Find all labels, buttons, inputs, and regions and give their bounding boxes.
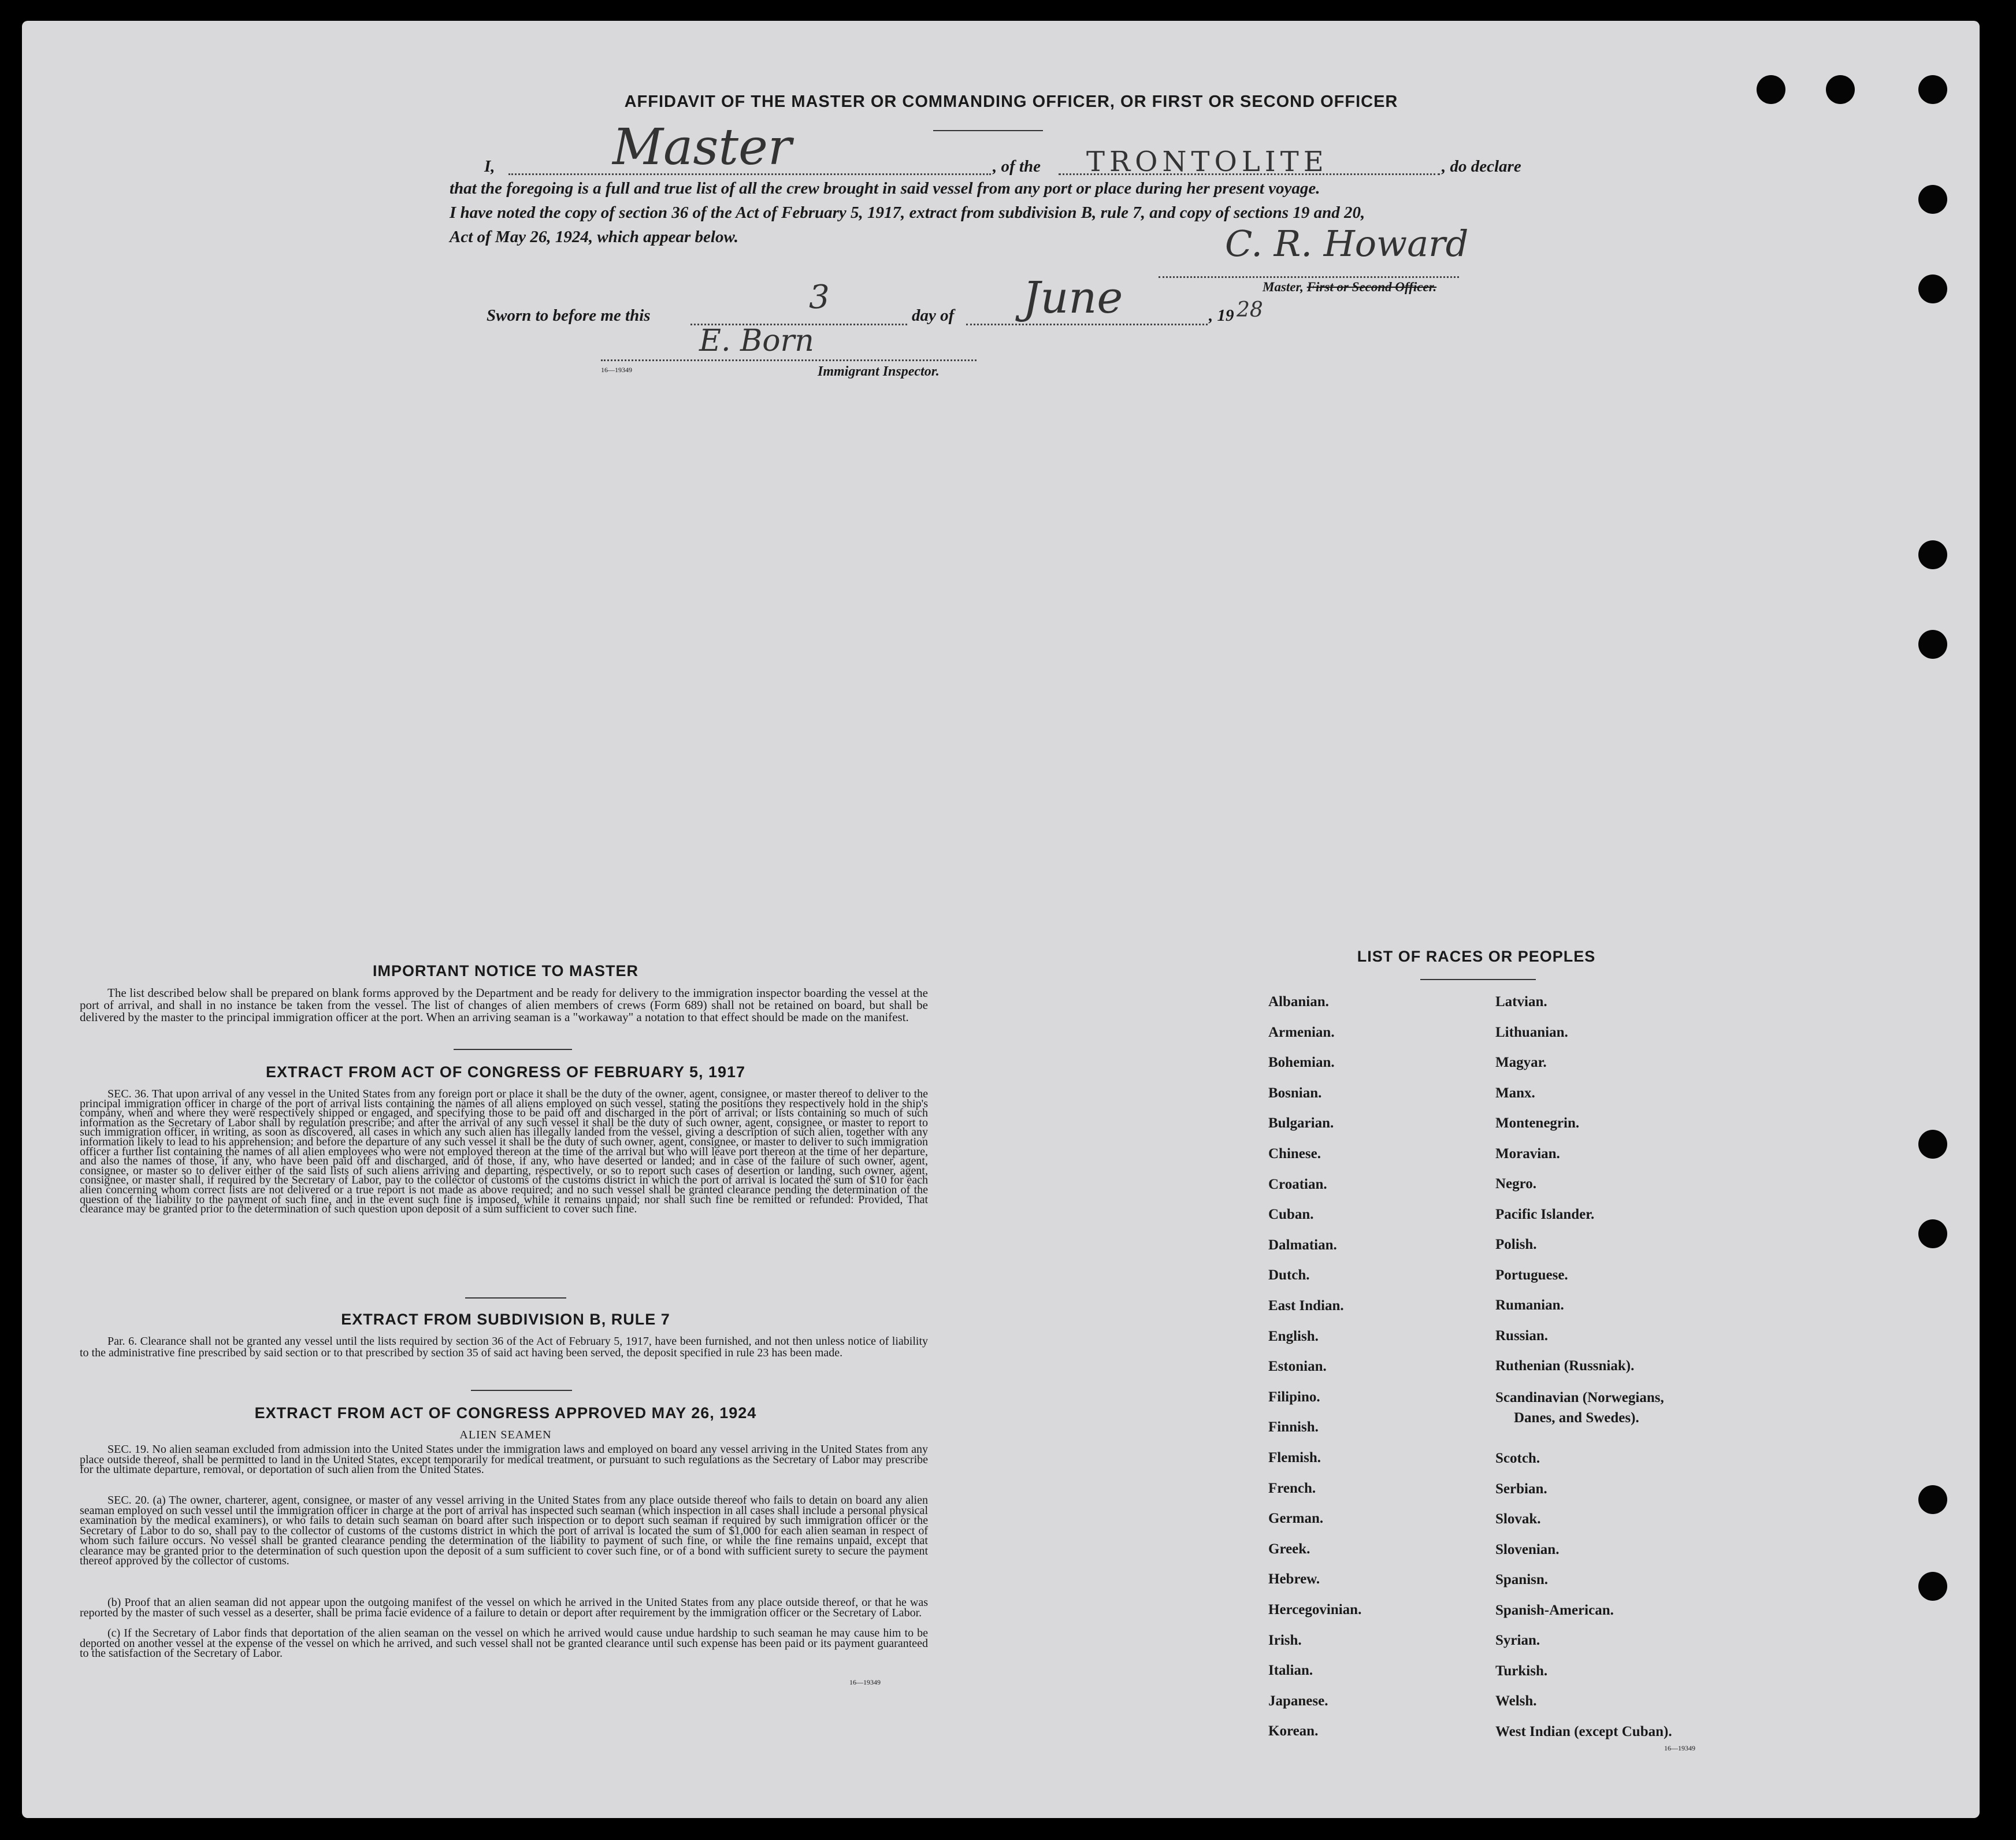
race-item: Bosnian. (1268, 1085, 1322, 1101)
name-field-value: Master (612, 118, 792, 176)
races-title: LIST OF RACES OR PEOPLES (1357, 948, 1596, 965)
race-item: Greek. (1268, 1541, 1310, 1557)
affidavit-line-2: that the foregoing is a full and true list of all the crew brought in said vessel from any port or place during her present voyage. (450, 179, 1320, 198)
title-divider (933, 130, 1043, 131)
sec20b-body: (b) Proof that an alien seaman did not appear upon the outgoing manifest of the vessel on which he arrived in the United States from any place outside thereof, or that he was reported by the master of such vessel as a deserter, shall be prima facie evidence of a failure to detain or deport after requirement by the immigration officer or the Secretary of Labor. (80, 1596, 928, 1619)
race-item: Spanish-American. (1495, 1602, 1614, 1618)
sworn-label: Sworn to before me this (487, 306, 651, 325)
inspector-signature: E. Born (699, 324, 814, 358)
notice-body: The list described below shall be prepared on blank forms approved by the Department and be ready for delivery to the immigration inspector boarding the vessel at the port of arrival, and shall in no instance be taken from the vessel. The list of changes of alien members of crews (Form 689) shall not be retained on board, but shall be delivered by the master to the principal immigration officer at the port. When an arriving seaman is a "workaway" a notation to that effect should be made on the manifest. (80, 986, 928, 1024)
sec20a-body: SEC. 20. (a) The owner, charterer, agent, consignee, or master of any vessel arriving in the United States from any place outside thereof who fails to detain on board any alien seaman employed on such vessel until the immigration officer in charge at the port of arrival has inspected such seaman (which inspection in all cases shall include a personal physical examination by the medical examiners), or who fails to detain such seaman on board after such inspection or to deport such seaman if required by such immigration officer or the Secretary of Labor to do so, shall pay to the collector of customs of the customs district in which the port of arrival is located the sum of $1,000 for each alien seaman in respect of whom such failure occurs. No vessel shall be granted clearance pending the determination of the liability to payment of such fine, or while the fine remains unpaid, except that clearance may be granted prior to the determination of such question upon the deposit of a sum sufficient to cover such fine, or of a bond with sufficient surety to secure the payment thereof approved by the collector of customs. (80, 1494, 928, 1567)
race-item: Polish. (1495, 1237, 1537, 1252)
binder-hole (1918, 1219, 1947, 1248)
affidavit-line-4: Act of May 26, 1924, which appear below. (450, 228, 738, 246)
binder-hole (1918, 540, 1947, 569)
extract-1917-body: SEC. 36. That upon arrival of any vessel in the United States from any foreign port or place it shall be the duty of the owner, agent, consignee, or master thereof to deliver to the principal immigration officer in charge of the port of arrival lists containing the names of all aliens employed on such vessel, stating the positions they respectively hold in the ship's company, when and where they were respectively shipped or engaged, and specifying those to be paid off and discharged in the port of arrival; or lists containing so much of such information as the Secretary of Labor shall by regulation prescribe; and after the arrival of any such vessel it shall be the duty of such owner, agent, consignee, or master to report to such immigration officer, in writing, as soon as discovered, all cases in which any such alien has illegally landed from the vessel, giving a description of such alien, together with any information likely to lead to his apprehension; and before the departure of any such vessel it shall be the duty of such owner, agent, consignee, or master to deliver to such immigration officer a further list containing the names of all alien employees who were not employed thereon at the time of the arrival but who will leave port thereon at the time of her departure, and also the names of those, if any, who have been paid off and discharged, and of those, if any, who have deserted or landed; and in case of the failure of such owner, agent, consignee, or master so to deliver either of the said lists of such aliens arriving and departing, respectively, or so to report such cases of desertion or landing, such owner, agent, consignee, or master shall, if required by the Secretary of Labor, pay to the collector of customs of the customs district in which the port of arrival is located the sum of $10 for each alien concerning whom correct lists are not delivered or a true report is not made as above required; and no such vessel shall be granted clearance pending the determination of the question of the liability to the payment of such fine, and in the event such fine is imposed, while it remains unpaid; nor shall such fine be remitted or refunded: Provided, That clearance may be granted prior to the determination of such question upon deposit of a sum sufficient to cover such fine. (80, 1088, 928, 1216)
race-item: Ruthenian (Russniak). (1495, 1358, 1635, 1374)
race-item: Cuban. (1268, 1207, 1314, 1223)
race-item: Hebrew. (1268, 1571, 1320, 1587)
extract-1917-title: EXTRACT FROM ACT OF CONGRESS OF FEBRUARY 5, 1917 (265, 1063, 746, 1081)
race-item: Negro. (1495, 1176, 1537, 1192)
race-item: Croatian. (1268, 1176, 1327, 1192)
year-value: 28 (1237, 298, 1263, 322)
do-declare-label: , do declare (1442, 157, 1521, 176)
race-item: Serbian. (1495, 1481, 1547, 1497)
race-item: Albanian. (1268, 994, 1329, 1010)
officer-title-struck: First or Second Officer. (1306, 280, 1437, 294)
extract-1924-title: EXTRACT FROM ACT OF CONGRESS APPROVED MAY 26, 1924 (254, 1404, 757, 1422)
race-item: Spanisn. (1495, 1572, 1549, 1587)
master-signature: C. R. Howard (1225, 222, 1469, 265)
race-item: Japanese. (1268, 1693, 1328, 1709)
race-item: Manx. (1495, 1085, 1535, 1101)
race-item: Lithuanian. (1495, 1025, 1568, 1040)
sec20c-body: (c) If the Secretary of Labor finds that deportation of the alien seaman on the vessel on which he arrived would cause undue hardship to such seaman he may cause him to be deported on another vessel at the expense of the vessel on which he arrived, and such vessel shall not be granted clearance until such expense has been paid or its payment guaranteed to the satisfaction of the Secretary of Labor. (80, 1627, 928, 1660)
race-item: Chinese. (1268, 1146, 1321, 1162)
notice-divider (454, 1049, 572, 1050)
day-value: 3 (809, 279, 830, 316)
race-item: Danes, and Swedes). (1514, 1410, 1639, 1426)
inspector-label: Immigrant Inspector. (818, 364, 940, 379)
sec19-body: SEC. 19. No alien seaman excluded from admission into the United States under the immigration laws and employed on board any vessel arriving in the United States from any place outside thereof, shall be permitted to land in the United States, except temporarily for medical treatment, or pursuant to such regulations as the Secretary of Labor may prescribe for the ultimate departure, removal, or deportation of such alien from the United States. (80, 1443, 928, 1476)
race-item: Scandinavian (Norwegians, (1495, 1390, 1664, 1405)
race-item: Korean. (1268, 1723, 1319, 1739)
race-item: East Indian. (1268, 1298, 1344, 1314)
race-item: Bulgarian. (1268, 1115, 1334, 1132)
affidavit-title: AFFIDAVIT OF THE MASTER OR COMMANDING OFFICER, OR FIRST OR SECOND OFFICER (624, 92, 1398, 111)
month-value: June (1023, 272, 1123, 323)
rule7-divider (471, 1390, 572, 1391)
binder-hole (1918, 630, 1947, 659)
race-item: Turkish. (1495, 1663, 1548, 1679)
race-item: Slovak. (1495, 1511, 1541, 1527)
rule7-body: Par. 6. Clearance shall not be granted any vessel until the lists required by section 36 of the Act of February 5, 1917, have been furnished, and not then unless notice of liability to the administrative fine prescribed by said section or to that prescribed by section 35 of said act having been served, the deposit specified in rule 23 has been made. (80, 1335, 928, 1359)
race-item: Bohemian. (1268, 1055, 1335, 1071)
race-item: Armenian. (1268, 1024, 1335, 1040)
race-item: French. (1268, 1480, 1316, 1496)
of-the-label: , of the (993, 157, 1041, 176)
race-item: Pacific Islander. (1495, 1207, 1595, 1222)
officer-title-master: Master, (1263, 280, 1307, 294)
race-item: Magyar. (1495, 1055, 1547, 1070)
race-item: Estonian. (1268, 1359, 1327, 1375)
race-item: Italian. (1268, 1663, 1313, 1679)
year-prefix: , 19 (1209, 306, 1234, 325)
affidavit-line-3: I have noted the copy of section 36 of the Act of February 5, 1917, extract from subdivision B, rule 7, and copy of sections 19 and 20, (450, 203, 1365, 222)
alien-seamen-subtitle: ALIEN SEAMEN (459, 1429, 552, 1441)
race-item: Russian. (1495, 1328, 1549, 1344)
binder-hole (1918, 274, 1947, 303)
binder-hole (1918, 1485, 1947, 1514)
race-item: West Indian (except Cuban). (1495, 1724, 1672, 1739)
race-item: Irish. (1268, 1632, 1302, 1648)
race-item: Filipino. (1268, 1389, 1320, 1405)
race-item: Slovenian. (1495, 1542, 1560, 1557)
race-item: Dalmatian. (1268, 1237, 1337, 1253)
race-item: Latvian. (1495, 994, 1547, 1010)
race-item: Dutch. (1268, 1267, 1310, 1283)
binder-hole (1918, 185, 1947, 214)
officer-title (1263, 280, 1436, 295)
i-label: I, (484, 157, 495, 176)
inspector-line (601, 359, 977, 361)
vessel-field-value: TRONTOLITE (1086, 146, 1328, 178)
notice-title: IMPORTANT NOTICE TO MASTER (373, 962, 638, 980)
race-item: Finnish. (1268, 1419, 1319, 1435)
binder-hole (1918, 1572, 1947, 1601)
races-divider (1420, 979, 1536, 980)
race-item: Montenegrin. (1495, 1115, 1580, 1131)
month-field-line (966, 324, 1208, 325)
affidavit-form-number: 16—19349 (601, 366, 632, 374)
binder-hole (1918, 1130, 1947, 1159)
rule7-title: EXTRACT FROM SUBDIVISION B, RULE 7 (341, 1311, 670, 1328)
race-item: English. (1268, 1328, 1319, 1344)
extract-1924-form-number: 16—19349 (849, 1678, 881, 1686)
race-item: German. (1268, 1511, 1324, 1527)
race-item: Moravian. (1495, 1146, 1560, 1162)
race-item: Hercegovinian. (1268, 1602, 1362, 1618)
race-item: Scotch. (1495, 1451, 1540, 1466)
race-item: Rumanian. (1495, 1297, 1564, 1313)
race-item: Syrian. (1495, 1633, 1540, 1648)
race-item: Welsh. (1495, 1693, 1537, 1709)
binder-hole (1918, 75, 1947, 104)
day-of-label: day of (912, 306, 955, 325)
binder-hole (1757, 75, 1785, 104)
extract-1917-divider (465, 1297, 566, 1299)
race-item: Portuguese. (1495, 1267, 1568, 1283)
race-item: Flemish. (1268, 1450, 1321, 1466)
signature-line (1159, 276, 1459, 278)
binder-hole (1826, 75, 1855, 104)
races-form-number: 16—19349 (1664, 1744, 1695, 1752)
